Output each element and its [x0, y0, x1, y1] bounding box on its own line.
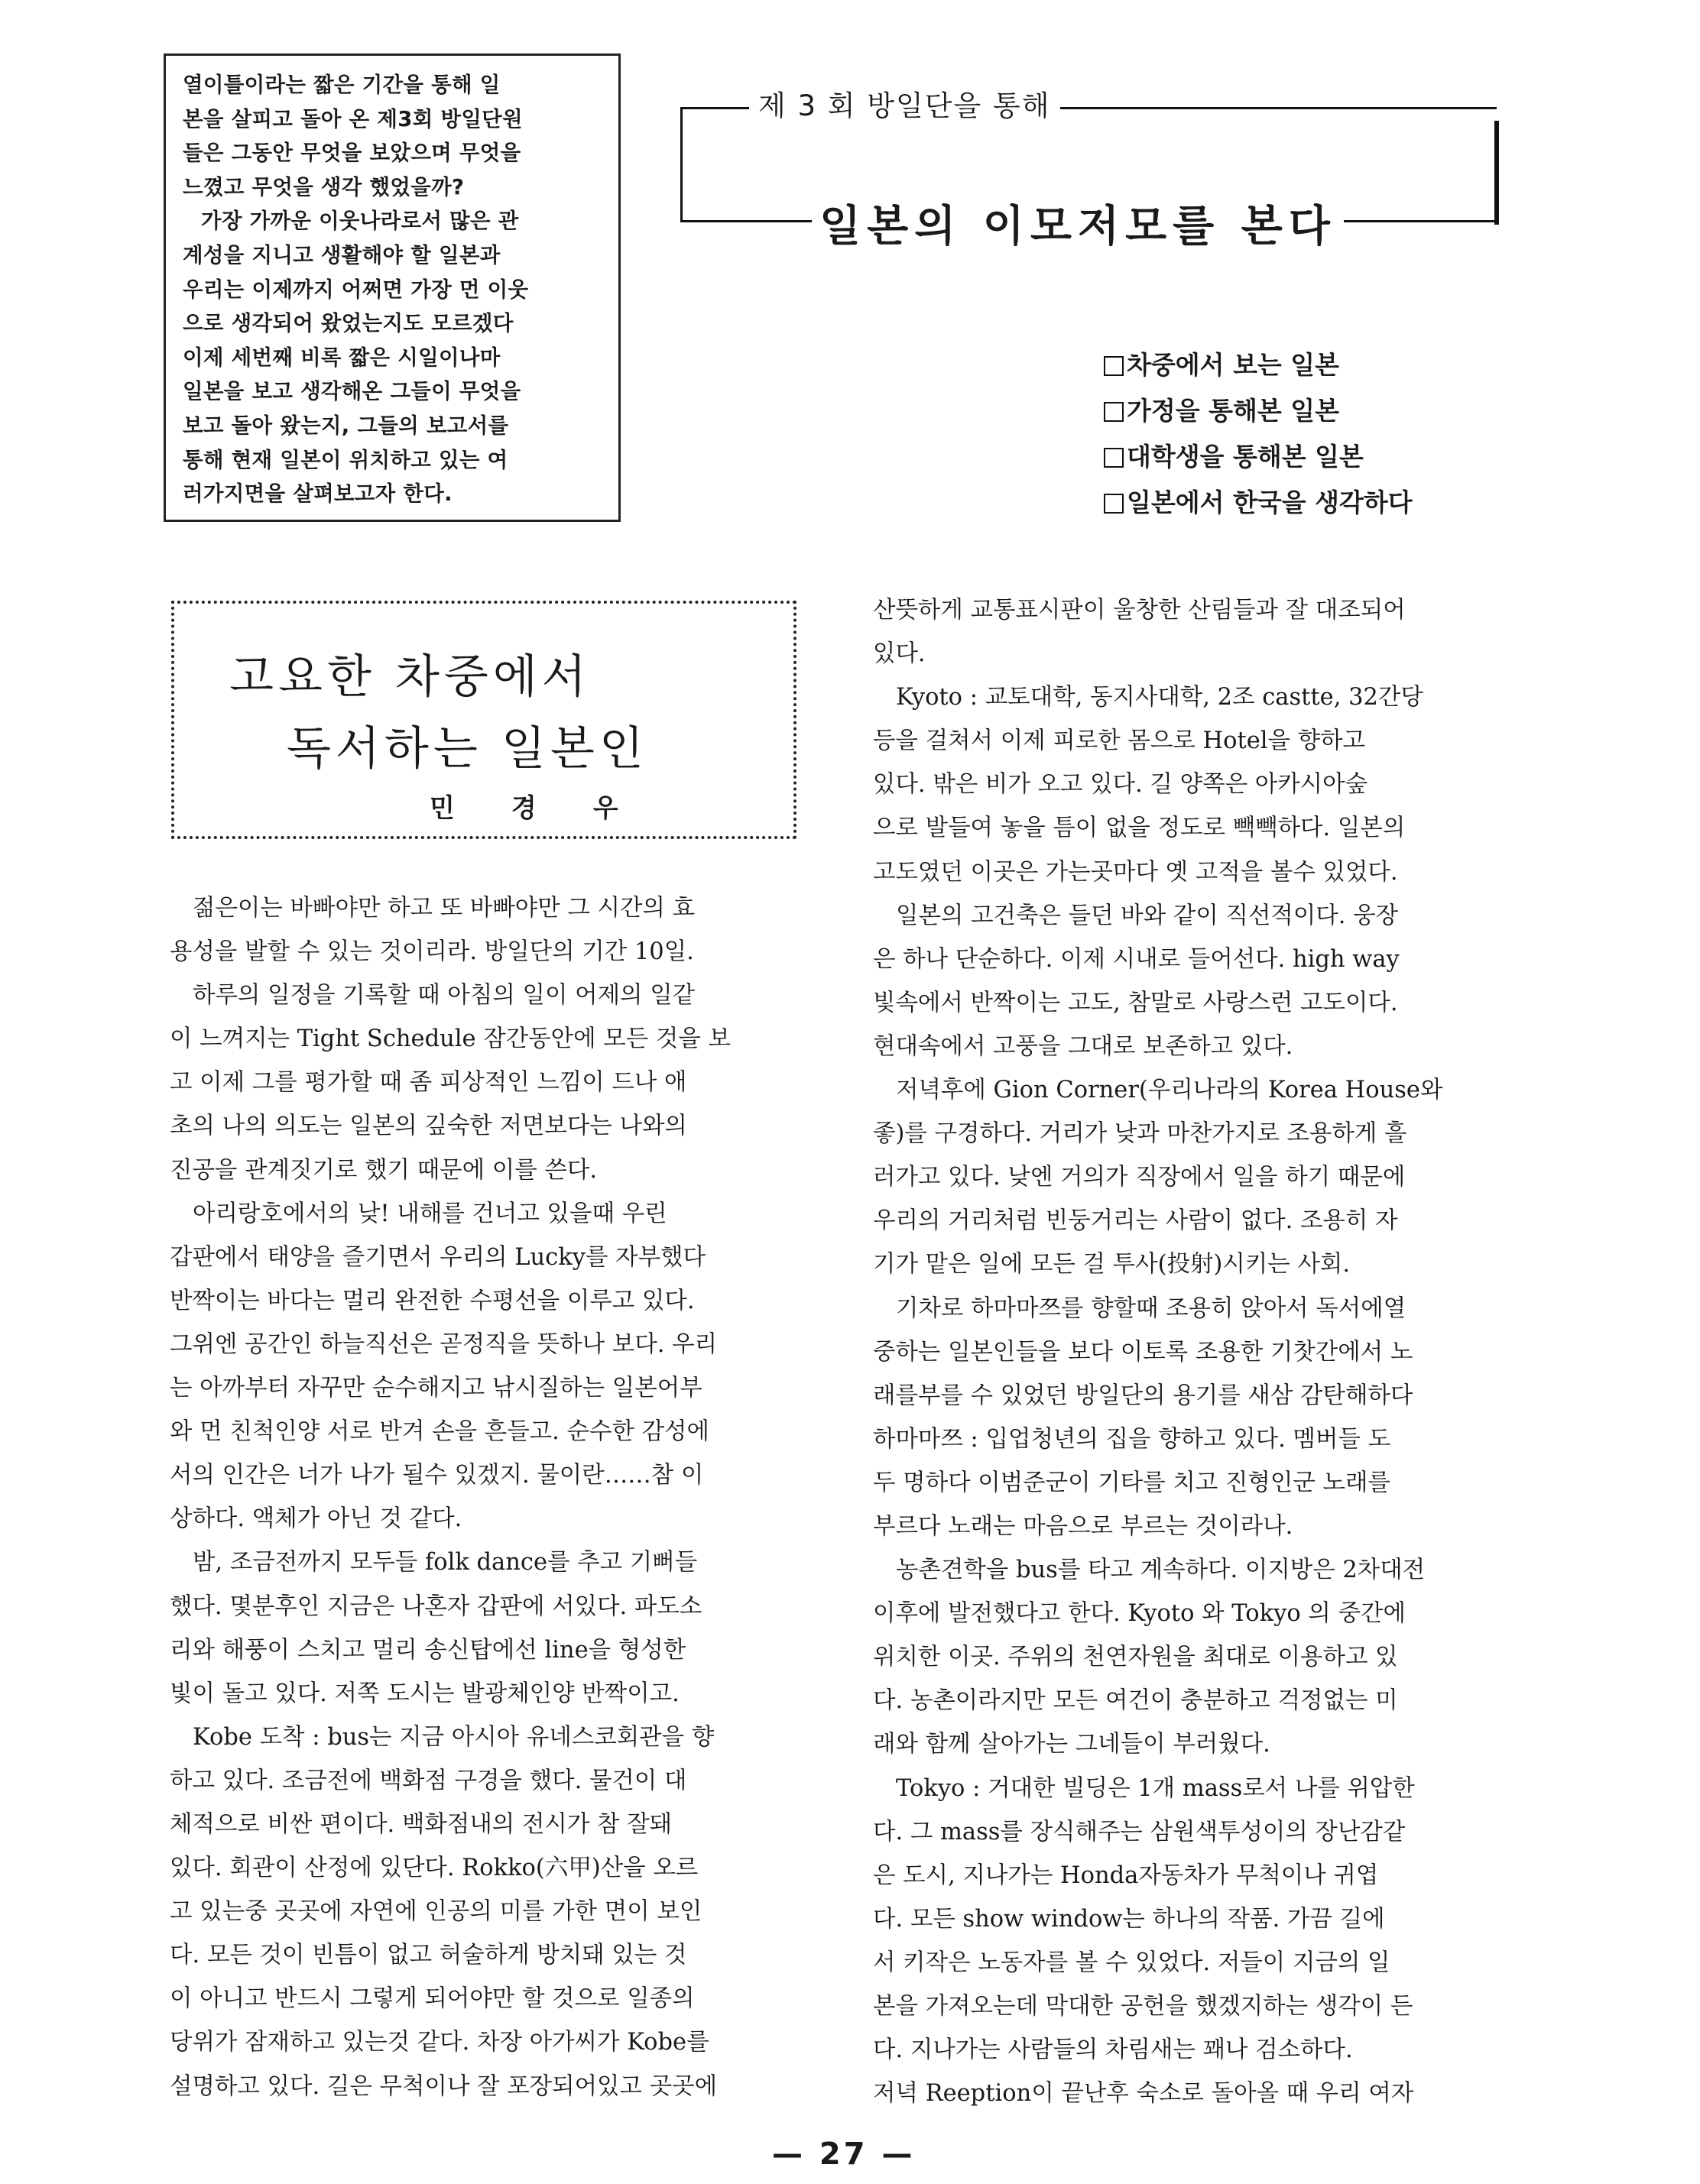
- text-line: 고 이제 그를 평가할 때 좀 피상적인 느낌이 드나 애: [170, 1069, 687, 1097]
- text-line: 서 키작은 노동자를 볼 수 있었다. 저들이 지금의 일: [873, 1949, 1390, 1976]
- text-line: 젊은이는 바빠야만 하고 또 바빠야만 그 시간의 효: [193, 895, 696, 922]
- text-line: Kyoto : 교토대학, 동지사대학, 2조 castte, 32간당: [896, 684, 1423, 711]
- text-line: 진공을 관계짓기로 했기 때문에 이를 쓴다.: [170, 1156, 598, 1184]
- intro-line: 이제 세번째 비록 짧은 시일이나마: [183, 345, 501, 370]
- text-line: 래를부를 수 있었던 방일단의 용기를 새삼 감탄해하다: [873, 1382, 1413, 1409]
- text-line: 으로 발들여 놓을 틈이 없을 정도로 빽빽하다. 일본의: [873, 815, 1406, 842]
- article-author: 민경우: [430, 793, 675, 824]
- text-line: 은 하나 단순하다. 이제 시내로 들어선다. high way: [873, 945, 1400, 973]
- text-line: 당위가 잠재하고 있는것 같다. 차장 아가씨가 Kobe를: [170, 2029, 709, 2056]
- text-line: 와 먼 친척인양 서로 반겨 손을 흔들고. 순수한 감성에: [170, 1418, 709, 1446]
- checkbox-icon: [1104, 402, 1124, 422]
- text-line: 빛속에서 반짝이는 고도, 참말로 사랑스런 고도이다.: [873, 989, 1398, 1016]
- intro-line: 보고 돌아 왔는지, 그들의 보고서를: [183, 413, 509, 438]
- text-line: 고도였던 이곳은 가는곳마다 옛 고적을 볼수 있었다.: [873, 858, 1398, 886]
- header-title: 일본의 이모저모를 본다: [812, 193, 1344, 254]
- text-line: 래와 함께 살아가는 그네들이 부러웠다.: [873, 1731, 1270, 1758]
- text-line: 는 아까부터 자꾸만 순수해지고 낚시질하는 일본어부: [170, 1375, 702, 1402]
- header-rule-left: [680, 107, 683, 222]
- text-line: 빛이 돌고 있다. 저쪽 도시는 발광체인양 반짝이고.: [170, 1680, 680, 1707]
- text-line: 저녁 Reeption이 끝난후 숙소로 돌아올 때 우리 여자: [873, 2080, 1414, 2108]
- text-line: 서의 인간은 너가 나가 될수 있겠지. 물이란……참 이: [170, 1462, 704, 1489]
- topic-item: [1104, 480, 1413, 526]
- intro-line: 들은 그동안 무엇을 보았으며 무엇을: [183, 141, 521, 166]
- text-line: 다. 그 mass를 장식해주는 삼원색투성이의 장난감같: [873, 1818, 1406, 1845]
- text-line: 러가고 있다. 낮엔 거의가 직장에서 일을 하기 때문에: [873, 1164, 1406, 1191]
- checkbox-icon: [1104, 448, 1124, 468]
- text-line: 이 아니고 반드시 그렇게 되어야만 할 것으로 일종의: [170, 1985, 695, 2013]
- text-line: 농촌견학을 bus를 타고 계속하다. 이지방은 2차대전: [896, 1557, 1426, 1584]
- text-line: Tokyo : 거대한 빌딩은 1개 mass로서 나를 위압한: [896, 1774, 1415, 1802]
- topic-item: [1104, 342, 1413, 388]
- body-column-right: [873, 588, 1530, 2115]
- text-line: 그위엔 공간인 하늘직선은 곧정직을 뜻하나 보다. 우리: [170, 1330, 718, 1358]
- text-line: 일본의 고건축은 들던 바와 같이 직선적이다. 웅장: [896, 902, 1399, 929]
- topic-label: 일본에서 한국을 생각하다: [1127, 488, 1413, 517]
- text-line: 저녁후에 Gion Corner(우리나라의 Korea House와: [896, 1077, 1443, 1104]
- topic-item: [1104, 388, 1413, 434]
- text-line: 했다. 몇분후인 지금은 나혼자 갑판에 서있다. 파도소: [170, 1593, 702, 1620]
- text-line: 초의 나의 의도는 일본의 깊숙한 저면보다는 나와의: [170, 1113, 687, 1140]
- text-line: 하마마쯔 : 입업청년의 집을 향하고 있다. 멤버들 도: [873, 1425, 1391, 1453]
- intro-line: 으로 생각되어 왔었는지도 모르겠다: [183, 311, 514, 336]
- intro-line: 본을 살피고 돌아 온 제3회 방일단원: [183, 106, 523, 131]
- intro-line: 가장 가까운 이웃나라로서 많은 관: [201, 209, 519, 234]
- text-line: 산뜻하게 교통표시판이 울창한 산림들과 잘 대조되어: [873, 597, 1406, 624]
- text-line: 설명하고 있다. 길은 무척이나 잘 포장되어있고 곳곳에: [170, 2072, 718, 2100]
- topic-label: 차중에서 보는 일본: [1127, 350, 1340, 380]
- text-line: 우리의 거리처럼 빈둥거리는 사람이 없다. 조용히 자: [873, 1207, 1398, 1235]
- text-line: 본을 가져오는데 막대한 공헌을 했겠지하는 생각이 든: [873, 1993, 1413, 2020]
- article-title-line1: 고요한 차중에서: [229, 650, 591, 704]
- text-line: 이 느껴지는 Tight Schedule 잠간동안에 모든 것을 보: [170, 1026, 731, 1053]
- text-line: 이후에 발전했다고 한다. Kyoto 와 Tokyo 의 중간에: [873, 1600, 1406, 1628]
- body-column-left: [170, 886, 796, 2108]
- intro-line: 러가지면을 살펴보고자 한다.: [183, 481, 453, 507]
- text-line: 밤, 조금전까지 모두들 folk dance를 추고 기뻐들: [193, 1549, 698, 1576]
- text-line: 있다. 밖은 비가 오고 있다. 길 양쪽은 아카시아숲: [873, 771, 1368, 799]
- text-line: 다. 지나가는 사람들의 차림새는 꽤나 검소하다.: [873, 2037, 1353, 2064]
- text-line: 상하다. 액체가 아닌 것 같다.: [170, 1505, 462, 1533]
- text-line: Kobe 도착 : bus는 지금 아시아 유네스코회관을 향: [193, 1723, 715, 1751]
- intro-line: 통해 현재 일본이 위치하고 있는 여: [183, 447, 508, 472]
- text-line: 부르다 노래는 마음으로 부르는 것이라나.: [873, 1512, 1293, 1540]
- text-line: 아리랑호에서의 낮! 내해를 건너고 있을때 우린: [193, 1200, 667, 1227]
- text-line: 있다. 회관이 산정에 있단다. Rokko(六甲)산을 오르: [170, 1855, 699, 1882]
- text-line: 다. 모든 show window는 하나의 작품. 가끔 길에: [873, 1905, 1385, 1933]
- text-line: 반짝이는 바다는 멀리 완전한 수평선을 이루고 있다.: [170, 1287, 695, 1314]
- intro-line: 우리는 이제까지 어쩌면 가장 먼 이웃: [183, 277, 529, 302]
- checkbox-icon: [1104, 356, 1124, 376]
- text-line: 하고 있다. 조금전에 백화점 구경을 했다. 물건이 대: [170, 1767, 687, 1794]
- text-line: 중하는 일본인들을 보다 이토록 조용한 기찻간에서 노: [873, 1338, 1413, 1366]
- text-line: 다. 농촌이라지만 모든 여건이 충분하고 걱정없는 미: [873, 1687, 1398, 1715]
- topic-item: [1104, 434, 1413, 480]
- text-line: 두 명하다 이범준군이 기타를 치고 진형인군 노래를: [873, 1469, 1390, 1496]
- text-line: 고 있는중 곳곳에 자연에 인공의 미를 가한 면이 보인: [170, 1898, 702, 1926]
- text-line: 좋)를 구경하다. 거리가 낮과 마찬가지로 조용하게 흘: [873, 1120, 1407, 1148]
- text-line: 갑판에서 태양을 즐기면서 우리의 Lucky를 자부했다: [170, 1243, 706, 1271]
- text-line: 리와 해풍이 스치고 멀리 송신탑에선 line을 형성한: [170, 1636, 686, 1664]
- text-line: 현대속에서 고풍을 그대로 보존하고 있다.: [873, 1032, 1293, 1060]
- intro-line: 느꼈고 무엇을 생각 했었을까?: [183, 174, 465, 199]
- intro-line: 일본을 보고 생각해온 그들이 무엇을: [183, 379, 521, 404]
- text-line: 기차로 하마마쯔를 향할때 조용히 앉아서 독서에열: [896, 1295, 1406, 1322]
- intro-line: 계성을 지니고 생활해야 할 일본과: [183, 242, 501, 267]
- text-line: 하루의 일정을 기록할 때 아침의 일이 어제의 일같: [193, 982, 696, 1009]
- intro-box: [164, 53, 621, 522]
- topic-label: 가정을 통해본 일본: [1127, 396, 1340, 426]
- page-number: — 27 —: [772, 2137, 916, 2172]
- text-line: 체적으로 비싼 편이다. 백화점내의 전시가 참 잘돼: [170, 1810, 673, 1838]
- topic-list: [1104, 342, 1413, 526]
- text-line: 용성을 발할 수 있는 것이리라. 방일단의 기간 10일.: [170, 938, 694, 966]
- text-line: 등을 걸쳐서 이제 피로한 몸으로 Hotel을 향하고: [873, 727, 1366, 755]
- article-title-line2: 독서하는 일본인: [287, 722, 648, 776]
- checkbox-icon: [1104, 494, 1124, 514]
- header-subtitle: 제 3 회 방일단을 통해: [749, 83, 1060, 124]
- text-line: 위치한 이곳. 주위의 천연자원을 최대로 이용하고 있: [873, 1644, 1398, 1671]
- text-line: 기가 맡은 일에 모든 걸 투사(投射)시키는 사회.: [873, 1251, 1351, 1278]
- intro-line: 열이틀이라는 짧은 기간을 통해 일: [183, 73, 501, 97]
- header-rule-right: [1494, 121, 1499, 225]
- text-line: 있다.: [873, 640, 926, 668]
- text-line: 다. 모든 것이 빈틈이 없고 허술하게 방치돼 있는 것: [170, 1942, 687, 1969]
- text-line: 은 도시, 지나가는 Honda자동차가 무척이나 귀엽: [873, 1862, 1379, 1889]
- topic-label: 대학생을 통해본 일본: [1127, 442, 1364, 471]
